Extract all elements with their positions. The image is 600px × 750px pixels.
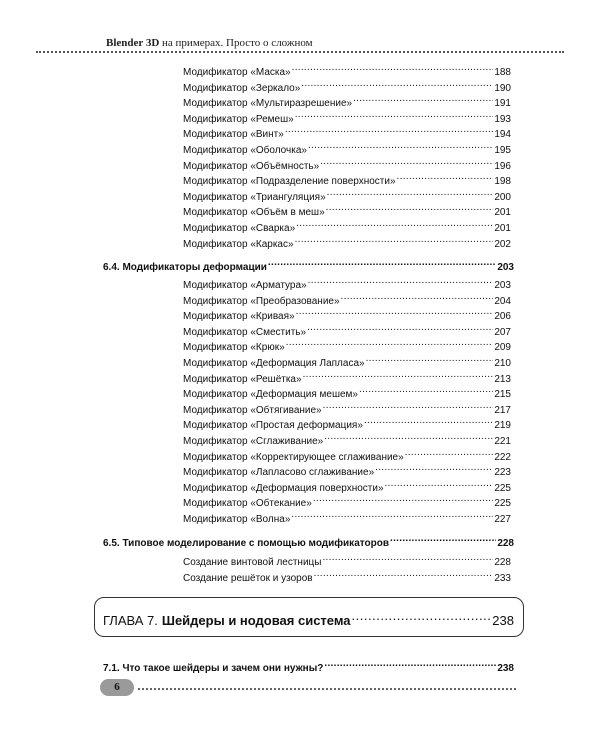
leader-dots [322, 553, 493, 565]
toc-entry[interactable] [183, 338, 511, 354]
leader-dots [320, 157, 493, 169]
toc-entry-label: Модификатор «Сварка» [183, 223, 296, 234]
toc-entry-label: Модификатор «Мультиразрешение» [183, 98, 353, 110]
toc-entry[interactable] [183, 276, 511, 292]
leader-dots [390, 534, 496, 546]
toc-entry-page: 209 [494, 342, 511, 354]
toc-entry[interactable] [183, 479, 511, 495]
leader-dots [397, 172, 494, 184]
leader-dots [308, 141, 493, 153]
toc-entry-page: 188 [494, 67, 511, 78]
toc-entry-label: Модификатор «Сместить» [183, 326, 307, 338]
toc-entry-label: Модификатор «Корректирующее сглаживание» [183, 451, 404, 463]
leader-dots [327, 188, 494, 200]
toc-entry[interactable] [183, 219, 511, 235]
toc-entry-page: 215 [494, 389, 511, 401]
toc-entry[interactable] [183, 432, 511, 448]
toc-entry-page: 219 [494, 420, 511, 432]
toc-entry[interactable] [183, 94, 511, 110]
toc-section-label: 6.4. Модификаторы деформации [103, 262, 267, 273]
toc-entry-page: 213 [494, 373, 511, 385]
toc-entry-page: 225 [494, 482, 511, 494]
toc-entry-label: Модификатор «Сглаживание» [183, 436, 324, 447]
leader-dots [352, 610, 492, 625]
toc-entry-label: Модификатор «Оболочка» [183, 145, 307, 156]
toc-entry[interactable] [183, 494, 511, 510]
toc-entry-label: Модификатор «Обтягивание» [183, 404, 322, 416]
book-title-bold: Blender 3D [106, 37, 160, 49]
toc-entry[interactable] [183, 569, 511, 585]
book-title-rest: на примерах. Просто о сложном [159, 37, 313, 49]
toc-entry-page: 194 [494, 129, 511, 141]
chapter-page: 238 [492, 613, 514, 628]
leader-dots [295, 110, 494, 122]
toc-entry-label: Модификатор «Каркас» [183, 238, 294, 250]
toc-entry-page: 202 [494, 238, 511, 250]
leader-dots [364, 416, 493, 428]
toc-entry[interactable] [183, 553, 511, 569]
leader-dots [285, 125, 494, 137]
toc-entry-page: 200 [494, 191, 511, 203]
leader-dots [324, 432, 493, 444]
leader-dots [375, 463, 493, 475]
toc-section-7-1[interactable] [103, 659, 514, 675]
toc-entry-label: Модификатор «Лапласово сглаживание» [183, 467, 375, 479]
toc-entry-page: 195 [494, 145, 511, 156]
toc-section-page: 228 [497, 538, 514, 549]
toc-section-page: 238 [497, 663, 514, 674]
toc-entry[interactable] [183, 307, 511, 323]
toc-entry-label: Модификатор «Простая деформация» [183, 420, 363, 432]
toc-entry-label: Модификатор «Деформация мешем» [183, 389, 358, 401]
leader-dots [286, 338, 494, 350]
toc-entry[interactable] [183, 235, 511, 251]
toc-entry[interactable] [183, 125, 511, 141]
toc-chapter-7[interactable] [103, 610, 514, 628]
toc-section-label: 6.5. Типовое моделирование с помощью модификаторов [103, 538, 389, 549]
leader-dots [295, 235, 494, 247]
leader-dots [303, 370, 494, 382]
leader-dots [313, 494, 494, 506]
toc-entry-label: Модификатор «Деформация Лапласа» [183, 358, 365, 369]
toc-entry[interactable] [183, 448, 511, 464]
chapter-title: Шейдеры и нодовая система [161, 613, 351, 628]
leader-dots [307, 323, 493, 335]
toc-entry[interactable] [183, 323, 511, 339]
toc-entry-page: 223 [494, 467, 511, 479]
toc-entry[interactable] [183, 188, 511, 204]
leader-dots [296, 219, 493, 231]
toc-entry[interactable] [183, 157, 511, 173]
toc-entry-label: Создание винтовой лестницы [183, 557, 322, 568]
toc-entry[interactable] [183, 370, 511, 386]
leader-dots [292, 63, 494, 75]
running-header [106, 37, 313, 49]
toc-entry-page: 201 [494, 207, 511, 219]
toc-entry-page: 207 [494, 326, 511, 338]
toc-entry[interactable] [183, 510, 511, 526]
toc-entry-page: 221 [494, 436, 511, 447]
toc-entry-page: 217 [494, 404, 511, 416]
toc-entry-page: 201 [494, 223, 511, 234]
toc-entry-label: Модификатор «Решётка» [183, 373, 302, 385]
leader-dots [268, 258, 496, 270]
footer-divider [138, 688, 516, 690]
toc-entry-page: 198 [494, 176, 511, 188]
leader-dots [366, 354, 494, 366]
toc-entry-page: 191 [494, 98, 511, 110]
toc-entry-page: 228 [494, 557, 511, 568]
leader-dots [301, 79, 493, 91]
toc-entry-label: Модификатор «Обтекание» [183, 498, 312, 510]
leader-dots [291, 510, 493, 522]
toc-entry-label: Модификатор «Волна» [183, 514, 291, 525]
toc-entry-page: 227 [494, 514, 511, 525]
chapter-number: ГЛАВА 7. [103, 613, 158, 628]
toc-entry-label: Модификатор «Маска» [183, 67, 291, 78]
toc-entry-page: 196 [494, 160, 511, 172]
toc-entry-page: 233 [494, 573, 511, 584]
toc-entry-label: Создание решёток и узоров [183, 573, 313, 584]
toc-entry[interactable] [183, 354, 511, 370]
toc-entry[interactable] [183, 463, 511, 479]
toc-entry-label: Модификатор «Ремеш» [183, 113, 294, 125]
toc-entry-label: Модификатор «Зеркало» [183, 82, 301, 94]
header-divider [36, 51, 564, 53]
leader-dots [296, 307, 494, 319]
toc-entry-label: Модификатор «Объём в меш» [183, 207, 325, 219]
toc-entry[interactable] [183, 172, 511, 188]
toc-entry-label: Модификатор «Кривая» [183, 311, 295, 323]
toc-entry-page: 203 [494, 280, 511, 291]
toc-entry-page: 222 [494, 451, 511, 463]
toc-entry-label: Модификатор «Деформация поверхности» [183, 482, 384, 494]
leader-dots [326, 203, 494, 215]
toc-entry[interactable] [183, 79, 511, 95]
toc-entry-label: Модификатор «Подразделение поверхности» [183, 176, 396, 188]
toc-entry-label: Модификатор «Крюк» [183, 342, 285, 354]
leader-dots [385, 479, 494, 491]
toc-section-6-4[interactable] [103, 258, 514, 274]
leader-dots [324, 659, 496, 671]
toc-entry[interactable] [183, 63, 511, 79]
toc-entry-page: 204 [494, 295, 511, 307]
toc-section-label: 7.1. Что такое шейдеры и зачем они нужны? [103, 663, 324, 674]
leader-dots [314, 569, 494, 581]
leader-dots [405, 448, 494, 460]
toc-entry-label: Модификатор «Преобразование» [183, 295, 340, 307]
leader-dots [308, 276, 494, 288]
leader-dots [359, 385, 493, 397]
toc-entry[interactable] [183, 141, 511, 157]
toc-entry[interactable] [183, 416, 511, 432]
toc-entry-label: Модификатор «Объёмность» [183, 160, 320, 172]
toc-entry-label: Модификатор «Триангуляция» [183, 191, 326, 203]
toc-entry[interactable] [183, 385, 511, 401]
toc-entry[interactable] [183, 203, 511, 219]
toc-entry[interactable] [183, 292, 511, 308]
toc-entry-label: Модификатор «Винт» [183, 129, 284, 141]
leader-dots [353, 94, 493, 106]
leader-dots [323, 401, 494, 413]
leader-dots [341, 292, 494, 304]
toc-entry-page: 210 [494, 358, 511, 369]
toc-entry-label: Модификатор «Арматура» [183, 280, 307, 291]
toc-section-page: 203 [497, 262, 514, 273]
toc-entry-page: 190 [494, 82, 511, 94]
page-number: 6 [100, 679, 134, 696]
toc-entry[interactable] [183, 110, 511, 126]
toc-entry[interactable] [183, 401, 511, 417]
toc-entry-page: 225 [494, 498, 511, 510]
toc-entry-page: 206 [494, 311, 511, 323]
toc-entry-page: 193 [494, 113, 511, 125]
toc-section-6-5[interactable] [103, 534, 514, 550]
